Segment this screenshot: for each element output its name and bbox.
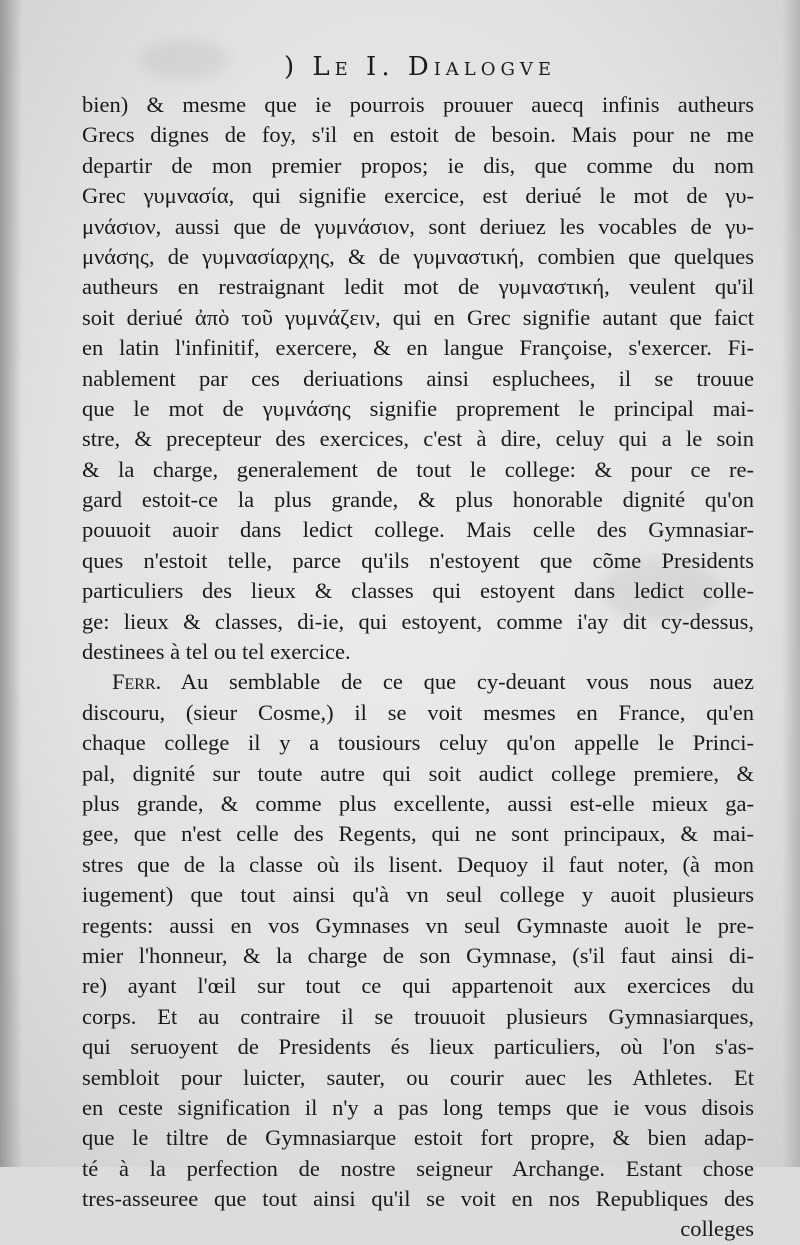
text-line: nablement par ces deriuations ainsi espluchees, il se trouue xyxy=(82,365,754,391)
text-line: gard estoit-ce la plus grande, & plus honorable dignité qu'on xyxy=(82,487,754,513)
text-line: té à la perfection de nostre seigneur Archange. Estant chose xyxy=(82,1155,754,1181)
text-line: plus grande, & comme plus excellente, aussi est-elle mieux ga- xyxy=(82,790,754,816)
running-head-title: Le I. Dialogve xyxy=(312,52,557,82)
text-line xyxy=(82,667,754,697)
text-line: en latin l'infinitif, exercere, & en langue Françoise, s'exercer. Fi- xyxy=(82,335,754,361)
text-line: en ceste signification il n'y a pas long temps que ie vous disois xyxy=(82,1094,754,1120)
text-line: mier l'honneur, & la charge de son Gymnase, (s'il faut ainsi di- xyxy=(82,942,754,968)
text-line: pal, dignité sur toute autre qui soit audict college premiere, & xyxy=(82,760,754,786)
text-line: regents: aussi en vos Gymnases vn seul Gymnaste auoit le pre- xyxy=(82,912,754,938)
text-line: destinees à tel ou tel exercice. xyxy=(82,639,351,665)
paragraph xyxy=(82,698,754,1215)
text-line: sembloit pour luicter, sauter, ou courir auec les Athletes. Et xyxy=(82,1064,754,1090)
text-line: soit deriué ἀπὸ τοῦ γυμνάζειν, qui en Grec signifie autant que faict xyxy=(82,304,754,330)
catchword: colleges xyxy=(680,1216,754,1242)
text-line: corps. Et au contraire il se trouuoit plusieurs Gymnasiarques, xyxy=(82,1003,754,1029)
running-head xyxy=(240,52,600,82)
text-line: que le mot de γυμνάσης signifie proprement le principal mai- xyxy=(82,395,754,421)
text-line: Grec γυμνασία, qui signifie exercice, est deriué le mot de γυ- xyxy=(82,183,754,209)
text-line: tres-asseuree que tout ainsi qu'il se voit en nos Republiques des xyxy=(82,1186,754,1212)
text-line: ge: lieux & classes, di-ie, qui estoyent, comme i'ay dit cy-dessus, xyxy=(82,608,754,634)
text-line: μνάσιον, aussi que de γυμνάσιον, sont deriuez les vocables de γυ- xyxy=(82,213,754,239)
text-line: pouuoit auoir dans ledict college. Mais celle des Gymnasiar- xyxy=(82,517,754,543)
text-line: particuliers des lieux & classes qui estoyent dans ledict colle- xyxy=(82,578,754,604)
text-line: Grecs dignes de foy, s'il en estoit de besoin. Mais pour ne me xyxy=(82,122,754,148)
text-line: stre, & precepteur des exercices, c'est à dire, celuy qui a le soin xyxy=(82,426,754,452)
text-line: departir de mon premier propos; ie dis, que comme du nom xyxy=(82,152,754,178)
text-line: autheurs en restraignant ledit mot de γυμναστική, veulent qu'il xyxy=(82,274,754,300)
text-line: gee, que n'est celle des Regents, qui ne sont principaux, & mai- xyxy=(82,821,754,847)
text-line: chaque college il y a tousiours celuy qu'on appelle le Princi- xyxy=(82,730,754,756)
paper-stain xyxy=(140,40,230,80)
text-line: stres que de la classe où ils lisent. Dequoy il faut noter, (à mon xyxy=(82,851,754,877)
paragraph xyxy=(82,90,754,667)
speech-text: Au semblable de ce que cy-deuant vous nous auez xyxy=(180,669,754,695)
text-line: re) ayant l'œil sur tout ce qui appartenoit aux exercices du xyxy=(82,973,754,999)
text-line: bien) & mesme que ie pourrois prouuer auecq infinis autheurs xyxy=(82,92,754,117)
text-line: & la charge, generalement de tout le college: & pour ce re- xyxy=(82,456,754,482)
text-line: discouru, (sieur Cosme,) il se voit mesmes en France, qu'en xyxy=(82,699,754,725)
text-line: ques n'estoit telle, parce qu'ils n'estoyent que cõme Presidents xyxy=(82,547,754,573)
speaker-name: Ferr. xyxy=(112,669,162,695)
body-text xyxy=(82,90,754,1245)
running-head-prefix: ) xyxy=(283,52,300,82)
text-line: qui seruoyent de Presidents és lieux particuliers, où l'on s'as- xyxy=(82,1034,754,1060)
text-line: μνάσης, de γυμνασίαρχης, & de γυμναστική, combien que quelques xyxy=(82,243,754,269)
text-line: iugement) que tout ainsi qu'à vn seul college y auoit plusieurs xyxy=(82,882,754,908)
text-line: que le tiltre de Gymnasiarque estoit fort propre, & bien adap- xyxy=(82,1125,754,1151)
